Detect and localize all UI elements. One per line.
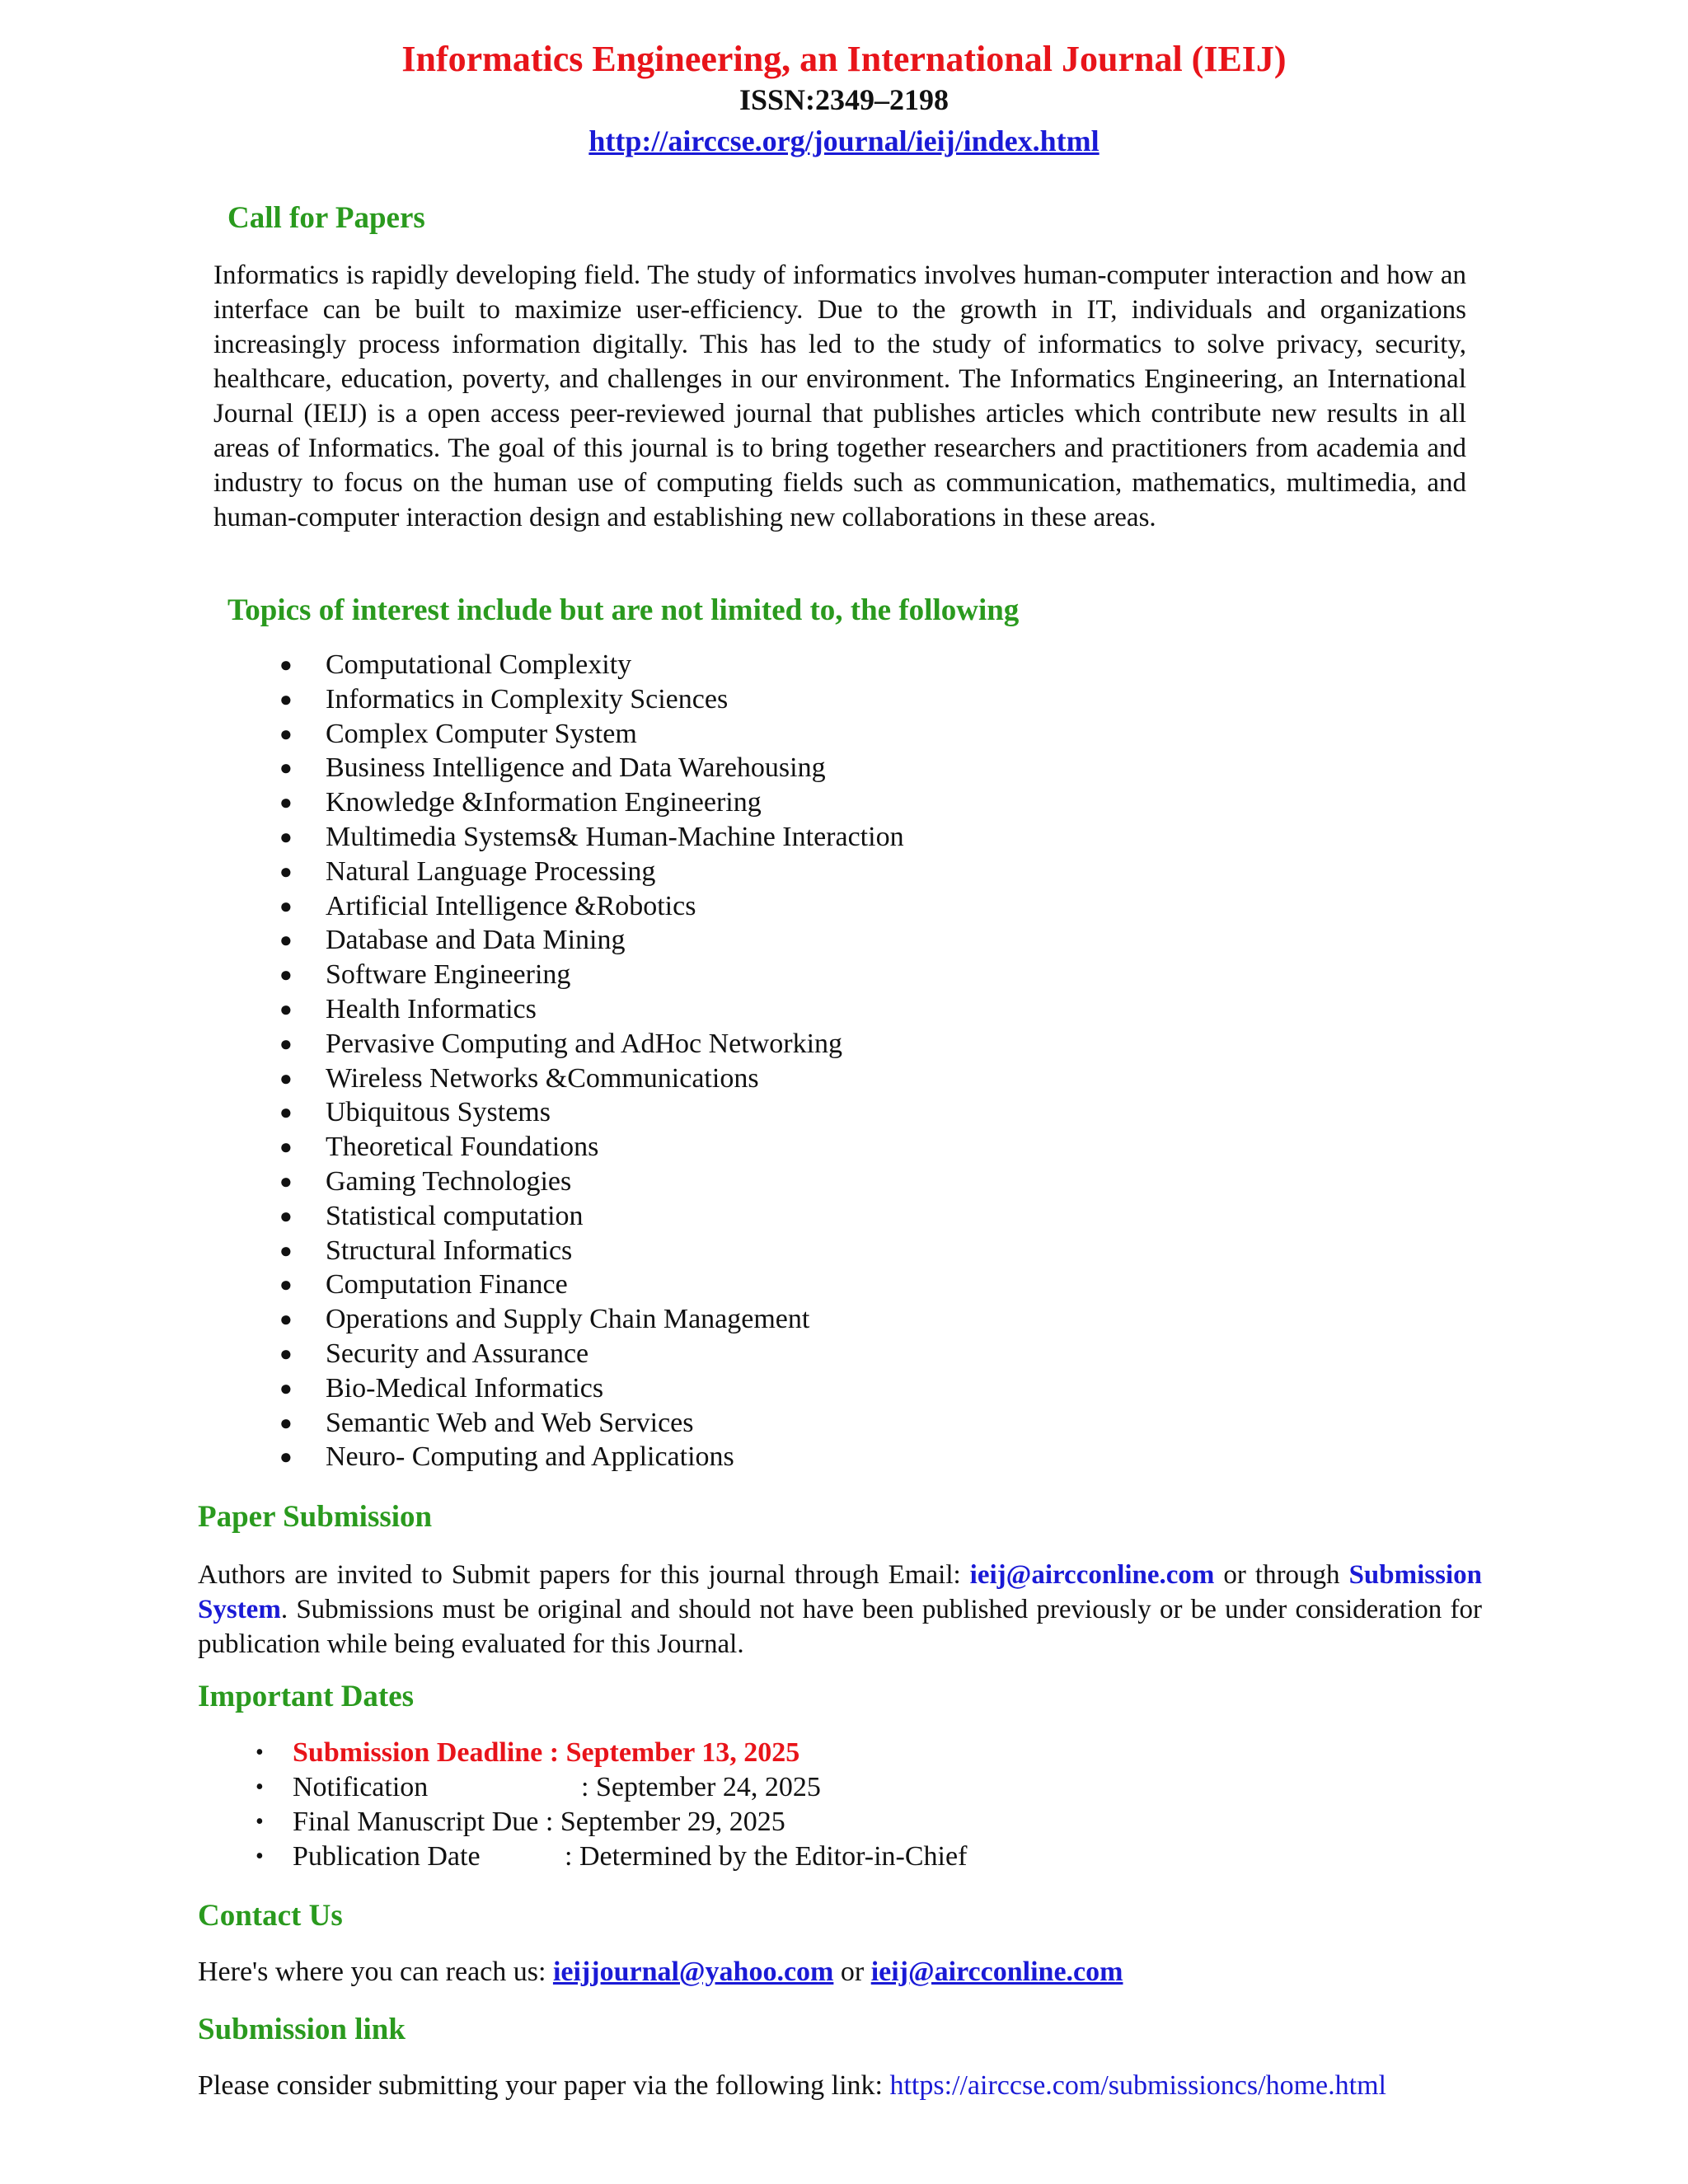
bullet-icon: ● bbox=[279, 963, 293, 987]
list-item: ● Semantic Web and Web Services bbox=[213, 1406, 904, 1441]
journal-url-link[interactable]: http://airccse.org/journal/ieij/index.html bbox=[588, 124, 1100, 157]
bullet-icon: • bbox=[256, 1844, 264, 1869]
list-item: ● Natural Language Processing bbox=[213, 855, 904, 889]
bullet-icon: ● bbox=[279, 721, 293, 746]
submission-deadline: Submission Deadline : September 13, 2025 bbox=[293, 1737, 800, 1768]
journal-issn: ISSN:2349–2198 bbox=[738, 83, 950, 116]
list-item: ● Complex Computer System bbox=[213, 717, 904, 752]
list-item: ● Computational Complexity bbox=[213, 648, 904, 682]
submission-url-link[interactable]: https://airccse.com/submissioncs/home.html bbox=[889, 2070, 1386, 2101]
bullet-icon: ● bbox=[279, 996, 293, 1021]
list-item: ● Knowledge &Information Engineering bbox=[213, 785, 904, 820]
list-item: ● Statistical computation bbox=[213, 1199, 904, 1234]
list-item: • Final Manuscript Due : September 29, 2025 bbox=[198, 1805, 967, 1840]
bullet-icon: ● bbox=[279, 1169, 293, 1193]
list-item bbox=[198, 1736, 967, 1770]
contact-line: Here's where you can reach us: ieijjournal@yahoo.com or ieij@aircconline.com bbox=[198, 1957, 1123, 1987]
list-item: ● Pervasive Computing and AdHoc Networking bbox=[213, 1027, 904, 1062]
list-item: • Publication Date : Determined by the Editor-in-Chief bbox=[198, 1840, 967, 1874]
list-item: ● Informatics in Complexity Sciences bbox=[213, 682, 904, 717]
contact-email-link-2[interactable]: ieij@aircconline.com bbox=[870, 1957, 1123, 1987]
bullet-icon: ● bbox=[279, 1410, 293, 1435]
journal-title: Informatics Engineering, an International Journal (IEIJ) bbox=[401, 39, 1287, 79]
bullet-icon: ● bbox=[279, 687, 293, 711]
list-item: ● Bio-Medical Informatics bbox=[213, 1371, 904, 1406]
bullet-icon: ● bbox=[279, 653, 293, 677]
submission-system-link[interactable]: Submission System bbox=[198, 1560, 1482, 1624]
list-item: ● Neuro- Computing and Applications bbox=[213, 1440, 904, 1474]
bullet-icon: ● bbox=[279, 1238, 293, 1263]
bullet-icon: ● bbox=[279, 1135, 293, 1160]
list-item: ● Multimedia Systems& Human-Machine Interaction bbox=[213, 820, 904, 855]
topics-heading: Topics of interest include but are not limited to, the following bbox=[227, 593, 1020, 627]
bullet-icon: ● bbox=[279, 1341, 293, 1366]
list-item: ● Security and Assurance bbox=[213, 1337, 904, 1371]
list-item: ● Ubiquitous Systems bbox=[213, 1095, 904, 1130]
journal-url-line bbox=[0, 122, 1688, 160]
bullet-icon: ● bbox=[279, 1066, 293, 1090]
call-for-papers-body: Informatics is rapidly developing field. The study of informatics involves human-computer interaction and how an interface can be built to maximize user-efficiency. Due to the growth in IT, individuals and organizations increasingly process information digitally. This has led to the study of informatics to solve privacy, security, healthcare, education, poverty, and challenges in our environment. The Informatics Engineering, an International Journal (IEIJ) is a open access peer-reviewed journal that publishes articles which contribute new results in all areas of Informatics. The goal of this journal is to bring together researchers and practitioners from academia and industry to focus on the human use of computing fields such as communication, mathematics, multimedia, and human-computer interaction design and establishing new collaborations in these areas. bbox=[213, 260, 1466, 532]
bullet-icon: • bbox=[256, 1740, 264, 1765]
bullet-icon: ● bbox=[279, 1203, 293, 1228]
bullet-icon: • bbox=[256, 1809, 264, 1835]
topics-list bbox=[213, 648, 904, 1474]
submission-link-line: Please consider submitting your paper via the following link: https://airccse.com/submissioncs/home.html bbox=[198, 2070, 1386, 2101]
submission-email-link[interactable]: ieij@aircconline.com bbox=[969, 1560, 1215, 1590]
call-for-papers-heading: Call for Papers bbox=[227, 201, 425, 235]
bullet-icon: • bbox=[256, 1774, 264, 1800]
bullet-icon: ● bbox=[279, 1100, 293, 1125]
list-item: ● Business Intelligence and Data Warehousing bbox=[213, 751, 904, 785]
list-item: ● Wireless Networks &Communications bbox=[213, 1062, 904, 1096]
list-item: ● Theoretical Foundations bbox=[213, 1130, 904, 1165]
list-item: ● Health Informatics bbox=[213, 992, 904, 1027]
list-item: ● Software Engineering bbox=[213, 958, 904, 992]
bullet-icon: ● bbox=[279, 928, 293, 953]
bullet-icon: ● bbox=[279, 1376, 293, 1400]
list-item: ● Structural Informatics bbox=[213, 1234, 904, 1268]
paper-submission-body: Authors are invited to Submit papers for this journal through Email: ieij@aircconline.com or through Submission System. Submissions must be original and should not have been published previously or be under consideration for publication while being evaluated for this Journal. bbox=[198, 1560, 1482, 1659]
bullet-icon: ● bbox=[279, 1272, 293, 1297]
list-item: ● Computation Finance bbox=[213, 1268, 904, 1302]
list-item: • Notification : September 24, 2025 bbox=[198, 1770, 967, 1805]
bullet-icon: ● bbox=[279, 893, 293, 918]
bullet-icon: ● bbox=[279, 1307, 293, 1332]
important-dates-list bbox=[198, 1736, 967, 1874]
contact-email-link-1[interactable]: ieijjournal@yahoo.com bbox=[552, 1957, 834, 1987]
bullet-icon: ● bbox=[279, 824, 293, 849]
list-item: ● Operations and Supply Chain Management bbox=[213, 1302, 904, 1337]
bullet-icon: ● bbox=[279, 1445, 293, 1469]
list-item: ● Artificial Intelligence &Robotics bbox=[213, 889, 904, 924]
list-item: ● Database and Data Mining bbox=[213, 923, 904, 958]
contact-heading: Contact Us bbox=[198, 1899, 343, 1933]
list-item: ● Gaming Technologies bbox=[213, 1165, 904, 1199]
submission-link-heading: Submission link bbox=[198, 2013, 406, 2046]
bullet-icon: ● bbox=[279, 790, 293, 815]
bullet-icon: ● bbox=[279, 859, 293, 883]
important-dates-heading: Important Dates bbox=[198, 1680, 415, 1713]
bullet-icon: ● bbox=[279, 756, 293, 780]
paper-submission-heading: Paper Submission bbox=[198, 1500, 433, 1534]
bullet-icon: ● bbox=[279, 1031, 293, 1056]
